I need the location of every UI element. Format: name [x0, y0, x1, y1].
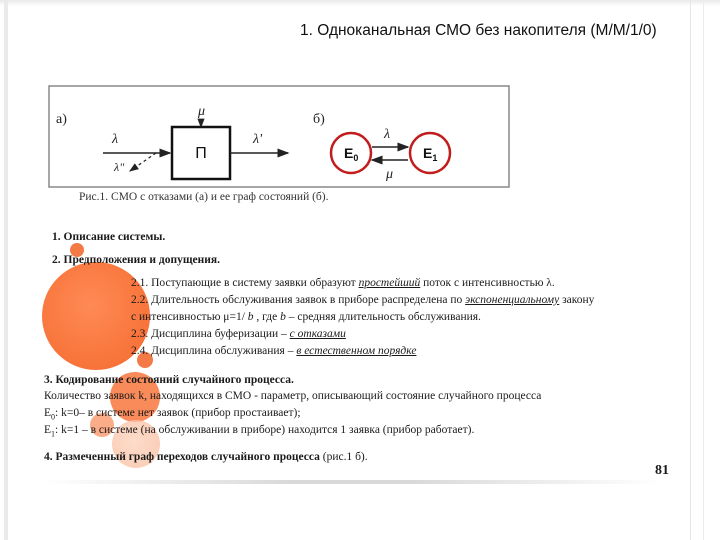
section-3-line-1: Количество заявок k, находящихся в СМО - параметр, описывающий состояние случайного процесса [44, 390, 542, 402]
section-4-title: 4. Размеченный граф переходов случайного процесса [44, 451, 320, 463]
item-2-2 [131, 294, 594, 306]
figure-label-a: а) [56, 112, 67, 127]
state-e1-subscript: 1 [51, 429, 56, 439]
state-e0-label: $E_0$ [344, 145, 359, 163]
item-2-2-l2-b: b [247, 311, 254, 323]
lambda-out-label: λ' [253, 132, 263, 147]
server-label: П [195, 145, 207, 162]
item-2-3 [131, 328, 346, 340]
item-2-2-emphasis: экспоненциальному [465, 294, 560, 306]
section-4-heading [44, 451, 368, 463]
state-e0-symbol: E [44, 407, 52, 419]
item-2-3-emphasis: с отказами [289, 328, 346, 340]
reject-arrow [130, 153, 156, 171]
right-border-outer [703, 0, 704, 540]
item-2-4-text: 2.4. Дисциплина обслуживания – [131, 345, 297, 357]
item-2-2-l2-d: b [280, 311, 286, 323]
item-2-2-line2 [131, 311, 481, 323]
state-e0-description: : k=0– в системе нет заявок (прибор простаивает); [55, 407, 301, 419]
mu-transition-label: μ [386, 167, 394, 182]
section-2-heading: 2. Предположения и допущения. [52, 254, 220, 266]
page-number: 81 [655, 463, 669, 478]
item-2-2-tail: закону [559, 294, 595, 306]
slide-title: 1. Одноканальная СМО без накопителя (М/М/1/0) [300, 22, 657, 39]
section-4-ref: (рис.1 б). [319, 451, 368, 463]
section-3-line-2 [44, 407, 301, 421]
item-2-1-emphasis: простейший [358, 277, 421, 289]
mu-label-a: μ [198, 104, 206, 119]
item-2-3-text: 2.3. Дисциплина буферизации – [131, 328, 290, 340]
item-2-2-l2-c: , где [253, 311, 281, 323]
left-border [4, 0, 8, 540]
state-e0-subscript: 0 [51, 412, 56, 422]
right-border-inner [690, 0, 691, 540]
state-e1-label: $E_1$ [423, 145, 438, 163]
figure-image [48, 85, 510, 188]
item-2-2-l2-a: с интенсивностью μ=1/ [131, 311, 248, 323]
item-2-4 [131, 345, 416, 357]
item-2-1-tail: поток с интенсивностью λ. [420, 277, 555, 289]
section-3-line-3 [44, 424, 474, 438]
figure-caption: Рис.1. СМО с отказами (а) и ее граф состояний (б). [79, 191, 329, 203]
lambda-in-label: λ [112, 132, 119, 147]
top-shadow [0, 0, 720, 6]
section-1-heading: 1. Описание системы. [52, 231, 166, 243]
figure-label-b: б) [313, 112, 325, 127]
state-e1-symbol: E [44, 424, 52, 436]
queue-diagram [48, 85, 510, 188]
section-3-heading: 3. Кодирование состояний случайного процесса. [44, 374, 294, 386]
item-2-2-l2-e: – средняя длительность обслуживания. [285, 311, 481, 323]
lambda-reject-label: λ" [114, 160, 125, 174]
footer-shadow [42, 480, 662, 484]
item-2-1-text: 2.1. Поступающие в систему заявки образуют [131, 277, 359, 289]
item-2-4-emphasis: в естественном порядке [296, 345, 417, 357]
item-2-2-text: 2.2. Длительность обслуживания заявок в приборе распределена по [131, 294, 466, 306]
lambda-transition-label: λ [384, 127, 391, 142]
state-e1-description: : k=1 – в системе (на обслуживании в приборе) находится 1 заявка (прибор работает). [55, 424, 475, 436]
item-2-1 [131, 277, 555, 289]
